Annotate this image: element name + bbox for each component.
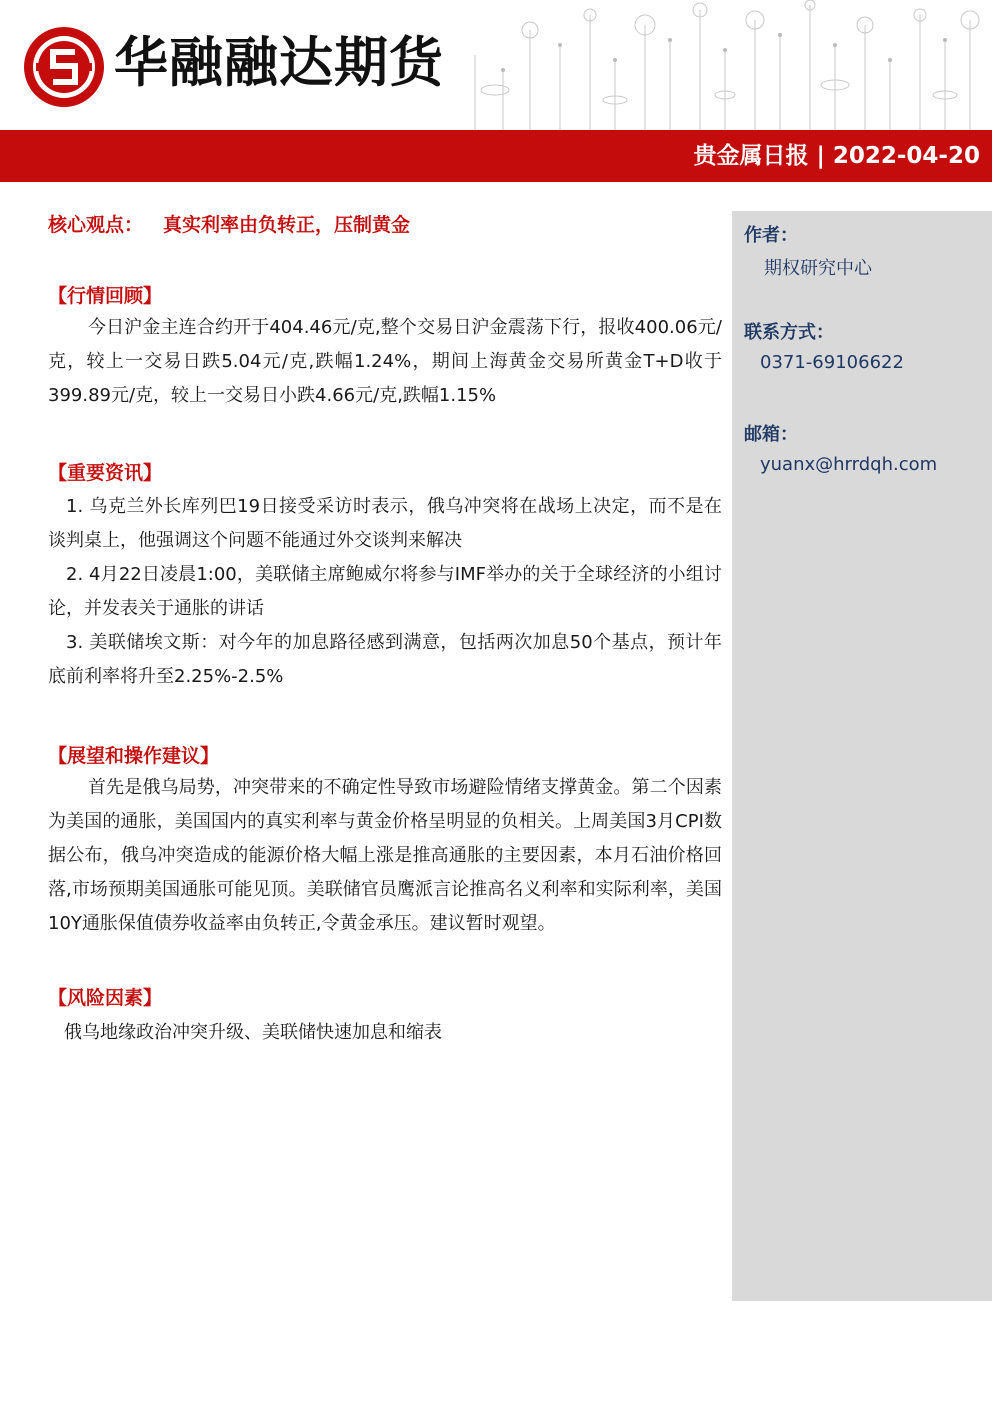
outlook-body: 首先是俄乌局势，冲突带来的不确定性导致市场避险情绪支撑黄金。第二个因素为美国的通胀，美国国内的真实利率与黄金价格呈明显的负相关。上周美国3月CPI数据公布，俄乌冲突造成的能源价格大幅上涨是推高通胀的主要因素，本月石油价格回落,市场预期美国通胀可能见顶。美联储官员鹰派言论推高名义利率和实际利率，美国10Y通胀保值债券收益率由负转正,令黄金承压。建议暂时观望。 [48, 777, 722, 934]
core-view [48, 210, 410, 237]
contact-phone: 0371-69106622 [760, 352, 904, 373]
core-view-label: 核心观点： [48, 214, 144, 236]
page-header [0, 0, 992, 130]
review-heading: 【行情回顾】 [48, 285, 163, 307]
core-view-text: 真实利率由负转正，压制黄金 [163, 214, 411, 236]
company-logo-icon [22, 25, 106, 109]
author-sidebar [732, 211, 992, 1301]
email-label: 邮箱： [744, 424, 798, 445]
news-item: 1. 乌克兰外长库列巴19日接受采访时表示，俄乌冲突将在战场上决定，而不是在谈判桌上，他强调这个问题不能通过外交谈判来解决 [48, 496, 722, 551]
contact-email[interactable]: yuanx@hrrdqh.com [760, 454, 938, 475]
author-name: 期权研究中心 [764, 258, 872, 279]
review-body: 今日沪金主连合约开于404.46元/克,整个交易日沪金震荡下行，报收400.06元/克，较上一交易日跌5.04元/克,跌幅1.24%，期间上海黄金交易所黄金T+D收于399.89元/克，较上一交易日小跌4.66元/克,跌幅1.15% [48, 317, 723, 406]
news-heading: 【重要资讯】 [48, 462, 163, 484]
contact-label: 联系方式： [744, 322, 834, 343]
company-name: 华融融达期货 [114, 31, 444, 94]
risk-heading: 【风险因素】 [48, 987, 163, 1009]
author-label: 作者： [744, 225, 798, 246]
report-title: 贵金属日报 | 2022-04-20 [693, 143, 980, 169]
outlook-heading: 【展望和操作建议】 [48, 745, 220, 767]
news-item: 3. 美联储埃文斯：对今年的加息路径感到满意，包括两次加息50个基点，预计年底前利率将升至2.25%-2.5% [48, 632, 722, 687]
header-decoration [455, 0, 992, 130]
risk-body: 俄乌地缘政治冲突升级、美联储快速加息和缩表 [64, 1022, 442, 1043]
news-item: 2. 4月22日凌晨1:00，美联储主席鲍威尔将参与IMF举办的关于全球经济的小组讨论，并发表关于通胀的讲话 [48, 564, 722, 619]
